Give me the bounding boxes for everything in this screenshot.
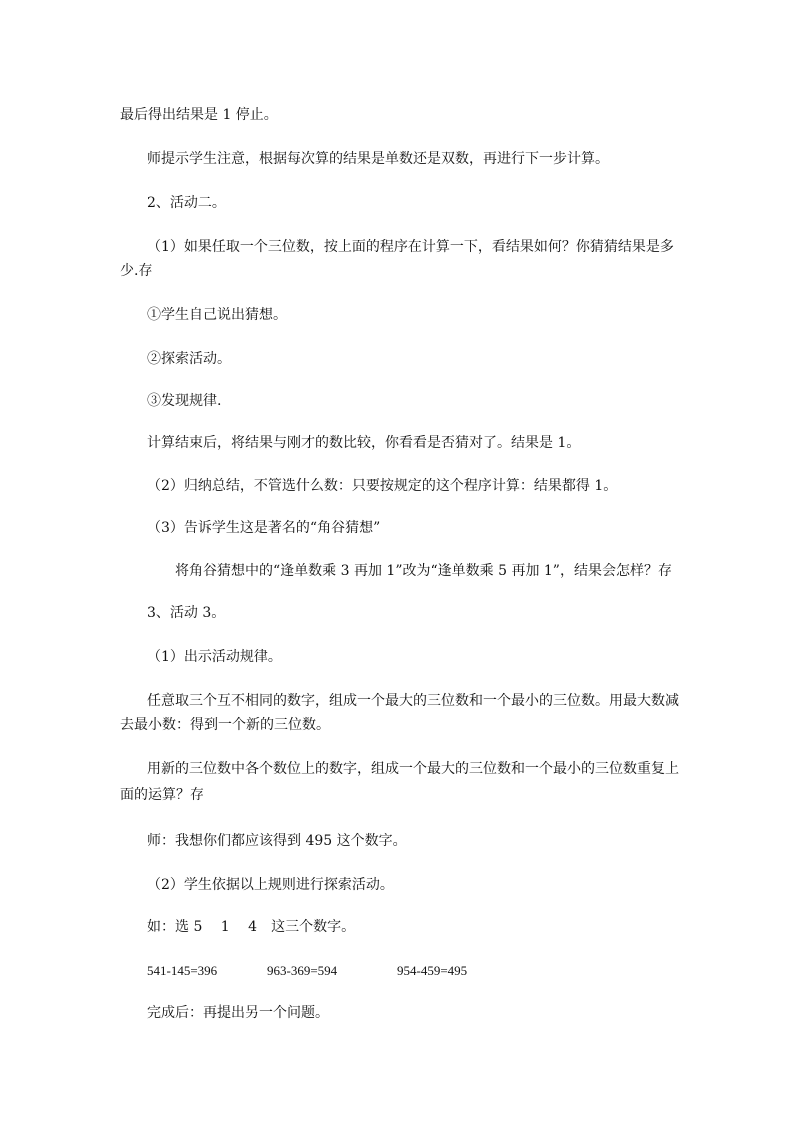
paragraph-line: ①学生自己说出猜想。 [147, 307, 287, 323]
paragraph-line: 将角谷猜想中的“逢单数乘 3 再加 1”改为“逢单数乘 5 再加 1”，结果会怎样？存 [175, 563, 672, 579]
paragraph-line: 少.存 [120, 263, 153, 279]
paragraph-line: ②探索活动。 [147, 351, 231, 367]
paragraph-line: 2、活动二。 [147, 195, 226, 211]
paragraph-line: 面的运算？存 [120, 787, 204, 803]
paragraph-line: （2）归纳总结，不管选什么数：只要按规定的这个程序计算：结果都得 1。 [147, 478, 618, 494]
calculation-3: 954-459=495 [397, 963, 468, 978]
paragraph-line: 任意取三个互不相同的数字，组成一个最大的三位数和一个最小的三位数。用最大数减 [147, 693, 679, 709]
paragraph-line: 去最小数：得到一个新的三位数。 [120, 717, 330, 733]
paragraph-line: 用新的三位数中各个数位上的数字，组成一个最大的三位数和一个最小的三位数重复上 [147, 761, 679, 777]
paragraph-line: 最后得出结果是 1 停止。 [120, 107, 278, 123]
calculation-1: 541-145=396 [147, 963, 218, 978]
paragraph-line: 师：我想你们都应该得到 495 这个数字。 [147, 833, 407, 849]
paragraph-line: ③发现规律. [147, 393, 222, 409]
paragraph-line: （1）如果任取一个三位数，按上面的程序在计算一下，看结果如何？你猜猜结果是多 [147, 239, 674, 255]
paragraph-line: 如：选 5 1 4 这三个数字。 [147, 919, 356, 935]
paragraph-line: （1）出示活动规律。 [147, 649, 282, 665]
paragraph-line: 计算结束后，将结果与刚才的数比较，你看看是否猜对了。结果是 1。 [147, 435, 581, 451]
paragraph-line: 3、活动 3。 [147, 605, 226, 621]
paragraph-line: （3）告诉学生这是著名的“角谷猜想” [147, 520, 381, 536]
paragraph-line: （2）学生依据以上规则进行探索活动。 [147, 877, 394, 893]
paragraph-line: 师提示学生注意，根据每次算的结果是单数还是双数，再进行下一步计算。 [147, 151, 609, 167]
calculation-2: 963-369=594 [267, 963, 338, 978]
paragraph-line: 完成后：再提出另一个问题。 [147, 1005, 329, 1021]
